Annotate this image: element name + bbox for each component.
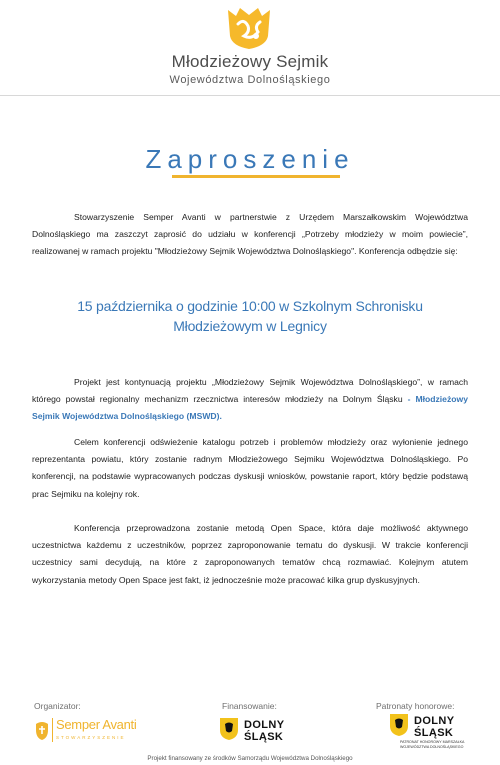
goal-text: Celem konferencji odświeżenie katalogu potrzeb i problemów młodzieży oraz wyłonienie jednego reprezentanta powiatu, który zostanie radnym Młodzieżowego Sejmiku Województwa Dolnośląskiego. Po konferencji, na podstawie wypracowanych podczas dyskusji wniosków, powstanie raport, który będzie podstawą prac Sejmiku na kolejny rok. <box>32 437 468 499</box>
goal-paragraph <box>32 434 468 503</box>
page-header <box>0 0 500 96</box>
document-title: Zaproszenie <box>145 144 355 174</box>
logo-title: Młodzieżowy Sejmik <box>171 52 329 71</box>
title-underline <box>172 175 340 178</box>
patronage-label: Patronaty honorowe: <box>376 701 455 711</box>
dolny-slask-logo-patronage: DOLNY ŚLĄSK <box>390 714 470 744</box>
logo-subtitle: Województwa Dolnośląskiego <box>169 74 331 86</box>
method-text: Konferencja przeprowadzona zostanie metodą Open Space, która daje możliwość aktywnego uczestnictwa każdemu z uczestników, poprzez zaproponowanie tematu do dyskusji. W trakcie konferencji uczestnicy sami decydują, na które z zaproponowanych tematów chcą rozmawiać. Kolejnym atutem wykorzystania metody Open Space jest fakt, iż jednocześnie może pracować kilka grup dyskusyjnych. <box>32 523 468 585</box>
intro-text: Stowarzyszenie Semper Avanti w partnerstwie z Urzędem Marszałkowskim Województwa Dolnośląskiego ma zaszczyt zaprosić do udziału w konferencji „Potrzeby młodzieży w moim powiecie”, realizowanej w ramach projektu "Młodzieżowy Sejmik Województwa Dolnośląskiego". Konferencja odbędzie się: <box>32 212 468 257</box>
patronat-caption: PATRONAT HONOROWY MARSZAŁKA WOJEWÓDZTWA DOLNOŚLĄSKIEGO <box>400 740 465 749</box>
method-paragraph <box>32 520 468 589</box>
project-paragraph <box>32 374 468 426</box>
semper-avanti-sub: STOWARZYSZENIE <box>56 735 126 740</box>
dolny-slask-logo-funding: DOLNY ŚLĄSK <box>220 718 300 748</box>
semper-avanti-name: Semper Avanti <box>56 717 137 732</box>
funding-label: Finansowanie: <box>222 701 277 711</box>
semper-avanti-icon <box>34 720 50 740</box>
intro-paragraph <box>32 209 468 261</box>
coat-of-arms-icon <box>390 714 408 736</box>
event-details: 15 października o godzinie 10:00 w Szkolnym Schronisku Młodzieżowym w Legnicy <box>77 298 423 334</box>
coat-of-arms-icon <box>220 718 238 740</box>
funding-note: Projekt finansowany ze środków Samorządu Województwa Dolnośląskiego <box>147 755 353 762</box>
sejmik-logo-icon <box>226 6 272 50</box>
mswd-highlight: - Młodzieżowy Sejmik Województwa Dolnośląskiego (MSWD). <box>32 394 468 422</box>
project-text: Projekt jest kontynuacją projektu „Młodzieżowy Sejmik Województwa Dolnośląskiego”, w ramach którego powstał regionalny mechanizm rzecznictwa interesów młodzieży na Dolnym Śląsku <box>32 377 468 405</box>
semper-avanti-logo <box>34 716 154 744</box>
organizer-label: Organizator: <box>34 701 81 711</box>
header-divider <box>0 95 500 96</box>
